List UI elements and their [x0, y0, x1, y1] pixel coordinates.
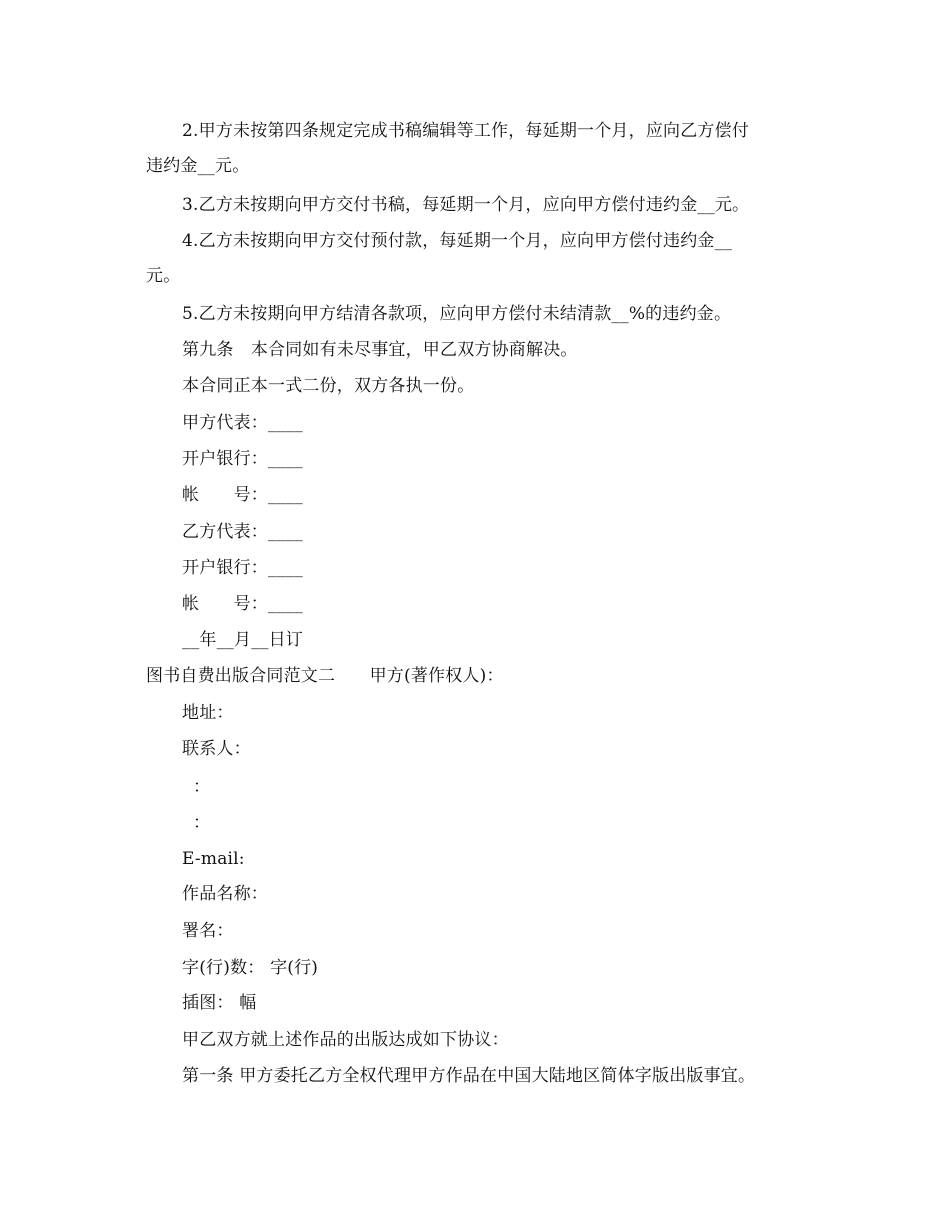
form-field: 联系人： [182, 739, 251, 759]
form-field: 署名： [182, 921, 234, 941]
date-line: __年__月__日订 [182, 630, 303, 650]
form-field: E-mail: [182, 849, 245, 869]
clause-line: 元。 [146, 266, 181, 286]
signature-field: 帐 号：____ [182, 594, 303, 614]
section-title: 图书自费出版合同范文二 甲方(著作权人)： [146, 666, 504, 686]
clause-line: 第九条 本合同如有未尽事宜，甲乙双方协商解决。 [182, 340, 578, 360]
clause-line: 违约金__元。 [146, 156, 250, 176]
form-field: ： [193, 813, 211, 833]
clause-line: 2.甲方未按第四条规定完成书稿编辑等工作，每延期一个月，应向乙方偿付 [182, 121, 750, 141]
form-field: ： [193, 777, 211, 797]
clause-line: 4.乙方未按期向甲方交付预付款，每延期一个月，应向甲方偿付违约金__ [182, 231, 733, 251]
clause-line: 本合同正本一式二份，双方各执一份。 [182, 376, 475, 396]
form-field: 字(行)数： 字(行) [182, 958, 319, 978]
clause-line: 3.乙方未按期向甲方交付书稿，每延期一个月，应向甲方偿付违约金__元。 [182, 195, 750, 215]
signature-field: 开户银行：____ [182, 449, 303, 469]
signature-field: 甲方代表：____ [182, 413, 303, 433]
form-field: 地址： [182, 703, 234, 723]
signature-field: 帐 号：____ [182, 485, 303, 505]
clause-line: 甲乙双方就上述作品的出版达成如下协议： [182, 1030, 509, 1050]
signature-field: 乙方代表：____ [182, 522, 303, 542]
form-field: 插图： 幅 [182, 993, 257, 1013]
clause-line: 第一条 甲方委托乙方全权代理甲方作品在中国大陆地区简体字版出版事宜。 [182, 1066, 756, 1086]
signature-field: 开户银行：____ [182, 558, 303, 578]
form-field: 作品名称： [182, 884, 268, 904]
clause-line: 5.乙方未按期向甲方结清各款项，应向甲方偿付未结清款__%的违约金。 [182, 304, 732, 324]
